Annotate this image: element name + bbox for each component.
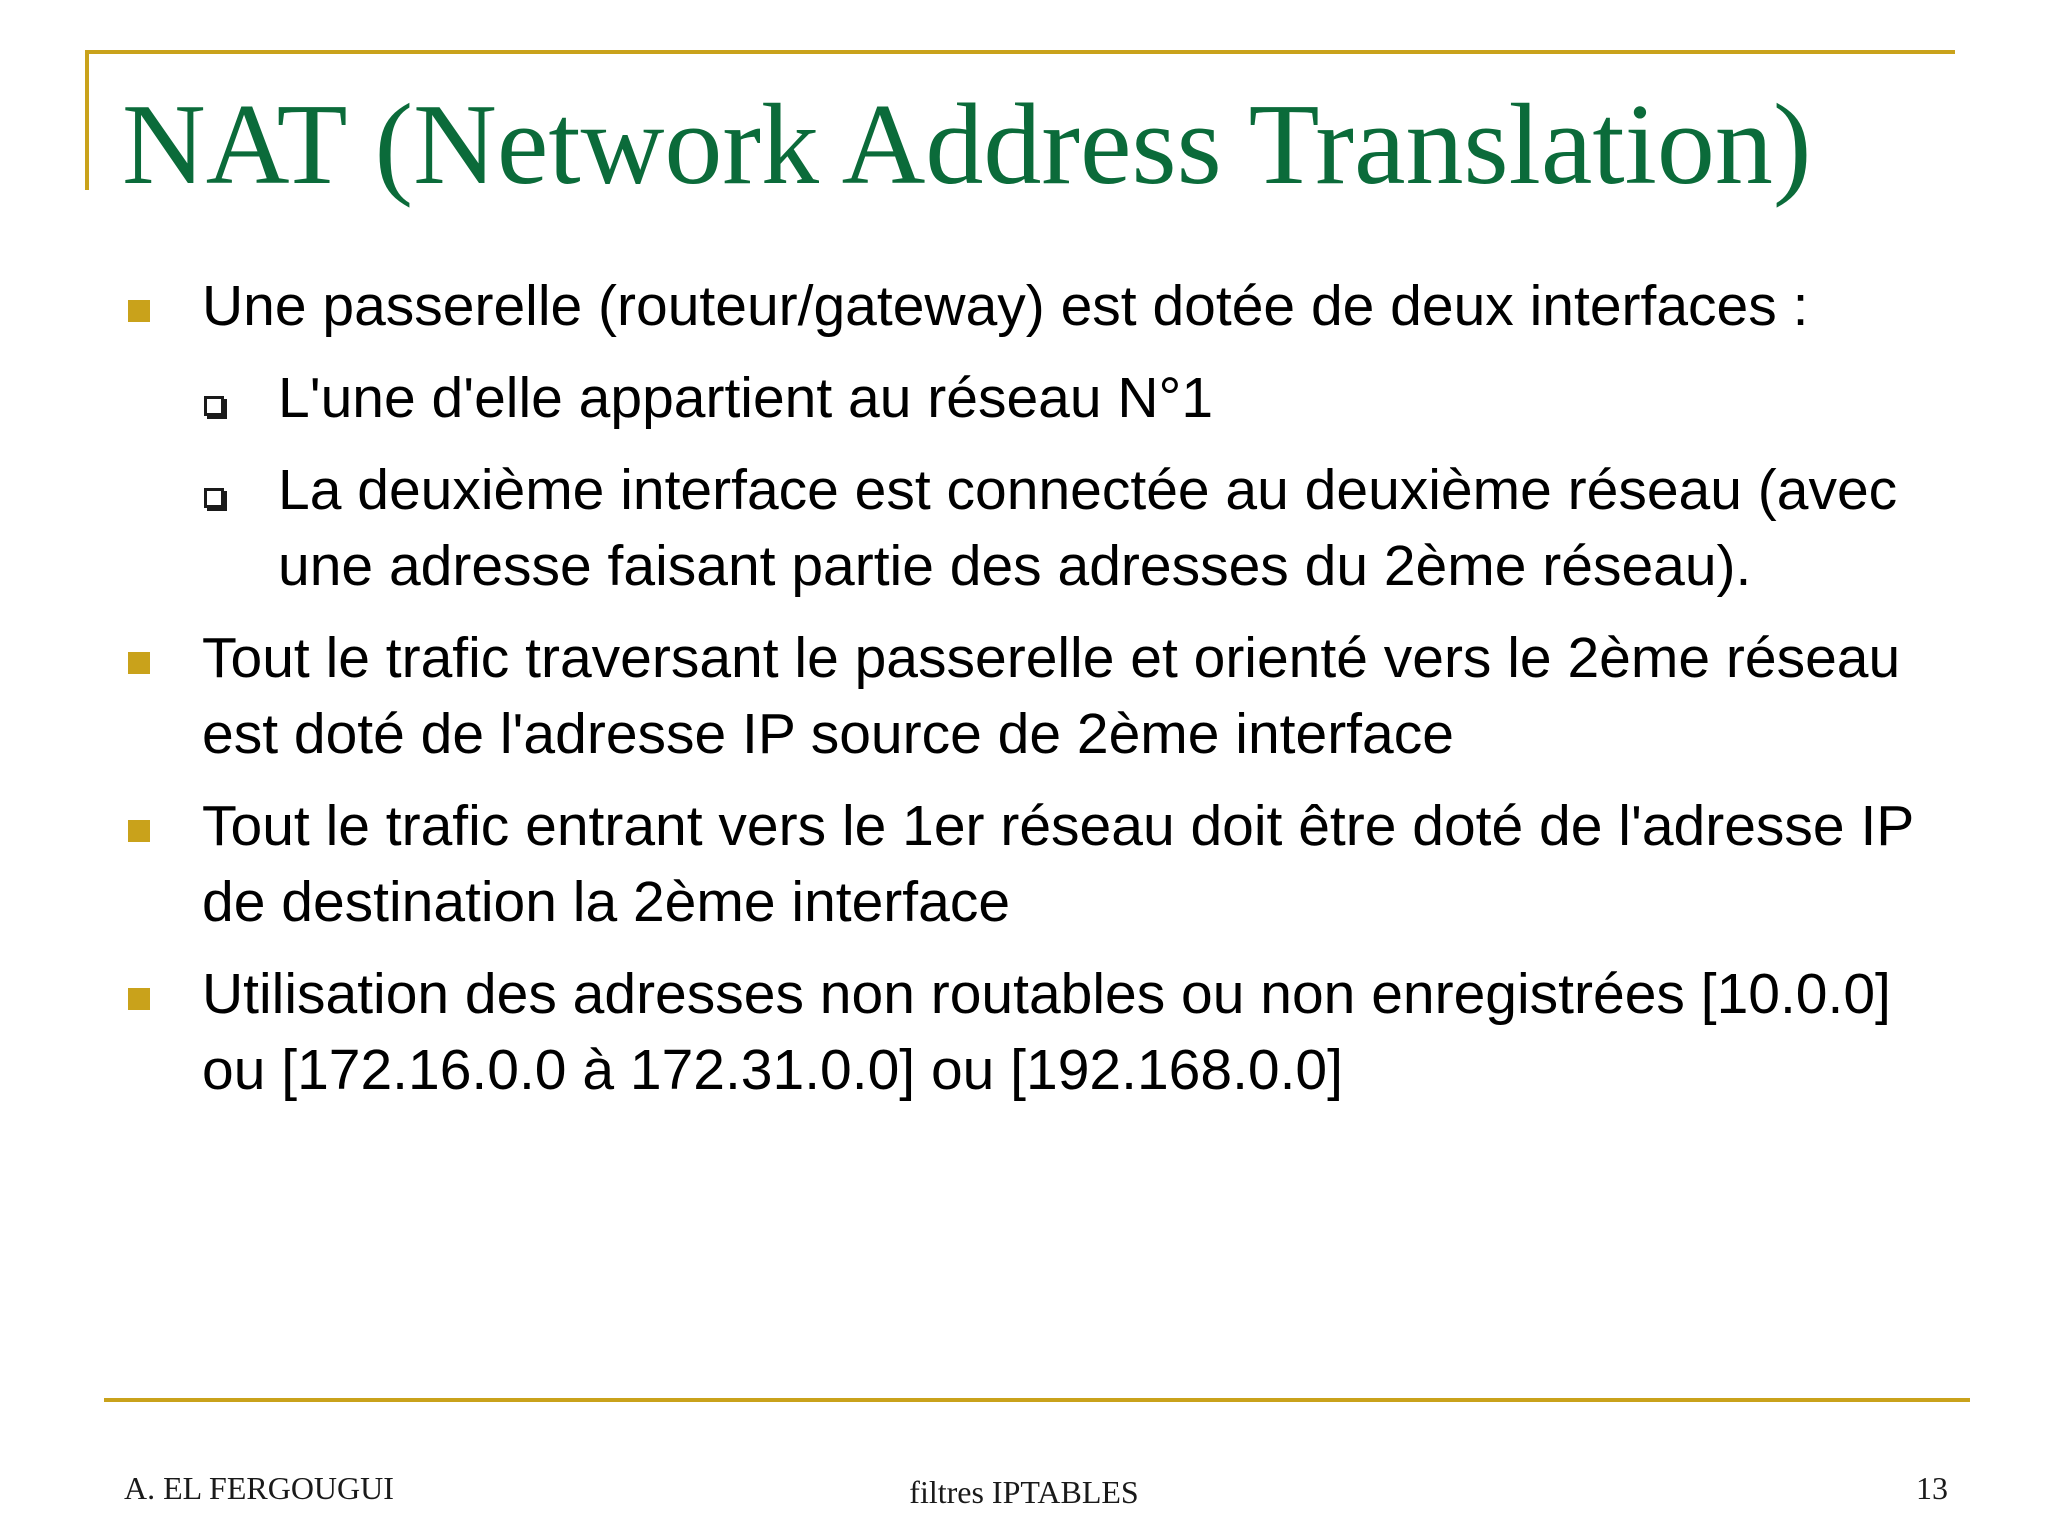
- hollow-square-bullet-icon: [204, 488, 224, 508]
- bullet-item: [122, 268, 1942, 344]
- sub-bullet-text: La deuxième interface est connectée au deuxième réseau (avec une adresse faisant partie des adresses du 2ème réseau).: [278, 458, 1898, 598]
- sub-bullet-item: [122, 360, 1942, 436]
- frame-top-line: [85, 50, 1955, 54]
- hollow-square-bullet-icon: [204, 396, 224, 416]
- bullet-item: [122, 620, 1942, 772]
- square-bullet-icon: [128, 300, 150, 322]
- bullet-text: Tout le trafic entrant vers le 1er réseau doit être doté de l'adresse IP de destination la 2ème interface: [202, 794, 1914, 934]
- sub-bullet-item: [122, 452, 1942, 604]
- bullet-list: [122, 268, 1942, 1124]
- footer-divider: [104, 1398, 1970, 1402]
- bullet-item: [122, 956, 1942, 1108]
- footer-course: filtres IPTABLES: [909, 1474, 1139, 1510]
- square-bullet-icon: [128, 652, 150, 674]
- bullet-text: Utilisation des adresses non routables ou non enregistrées [10.0.0] ou [172.16.0.0 à 172.31.0.0] ou [192.168.0.0]: [202, 962, 1891, 1102]
- footer-author: A. EL FERGOUGUI: [124, 1470, 394, 1506]
- footer-page-number: 13: [1916, 1470, 1948, 1506]
- slide-title: NAT (Network Address Translation): [122, 81, 1812, 209]
- bullet-item: [122, 788, 1942, 940]
- bullet-text: Tout le trafic traversant le passerelle et orienté vers le 2ème réseau est doté de l'adresse IP source de 2ème interface: [202, 626, 1901, 766]
- bullet-text: Une passerelle (routeur/gateway) est dotée de deux interfaces :: [202, 274, 1809, 338]
- sub-bullet-text: L'une d'elle appartient au réseau N°1: [278, 366, 1214, 430]
- square-bullet-icon: [128, 988, 150, 1010]
- square-bullet-icon: [128, 820, 150, 842]
- frame-left-line: [85, 50, 89, 190]
